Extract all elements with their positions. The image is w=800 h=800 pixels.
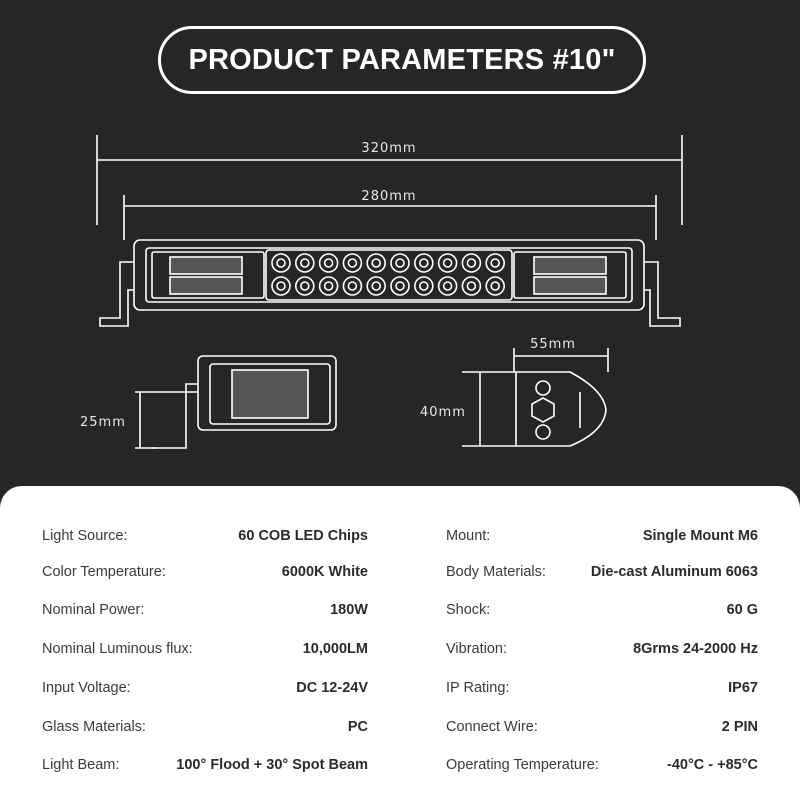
spot-lens-center <box>348 282 356 290</box>
spec-row <box>446 676 758 700</box>
spot-lens-center <box>277 282 285 290</box>
spec-label: Connect Wire: <box>446 719 538 735</box>
spot-lens <box>391 254 409 272</box>
spec-label: Light Source: <box>42 528 128 544</box>
spot-lens-center <box>301 259 309 267</box>
spot-lens-center <box>444 259 452 267</box>
spec-value: 60 G <box>726 602 758 618</box>
spec-value: 180W <box>330 602 368 618</box>
spot-lens <box>415 254 433 272</box>
dim-label-40: 40mm <box>420 405 466 420</box>
spot-lens-center <box>372 259 380 267</box>
spec-row <box>446 715 758 739</box>
spec-value: 100° Flood + 30° Spot Beam <box>176 757 368 773</box>
spec-value: 60 COB LED Chips <box>238 528 368 544</box>
spec-label: Light Beam: <box>42 757 120 773</box>
spec-value: 6000K White <box>281 564 368 580</box>
spot-lens-center <box>467 259 475 267</box>
lightbar-front-view <box>100 240 680 326</box>
spec-row <box>446 598 758 622</box>
spot-lens <box>367 254 385 272</box>
spec-value: Die-cast Aluminum 6063 <box>590 564 758 580</box>
spot-lens <box>272 277 290 295</box>
spot-lens-center <box>491 282 499 290</box>
spec-value: IP67 <box>728 680 758 696</box>
spot-lens <box>486 277 504 295</box>
spec-label: Glass Materials: <box>42 719 146 735</box>
spec-row <box>42 676 368 700</box>
spec-row <box>446 524 758 548</box>
lightbar-end-view <box>516 372 606 446</box>
spot-lens <box>415 277 433 295</box>
spec-row <box>446 753 758 777</box>
spec-value: Single Mount M6 <box>642 528 758 544</box>
spec-label: Nominal Power: <box>42 602 145 618</box>
spec-label: Nominal Luminous flux: <box>42 641 193 657</box>
spec-label: Operating Temperature: <box>446 757 599 773</box>
spec-value: 10,000LM <box>302 641 368 657</box>
page-title-text: PRODUCT PARAMETERS #10" <box>188 43 616 76</box>
spec-value: 8Grms 24-2000 Hz <box>633 641 758 657</box>
dim-label-320: 320mm <box>361 141 417 156</box>
spot-lens <box>439 254 457 272</box>
spot-lens-center <box>420 259 428 267</box>
spot-lens-center <box>444 282 452 290</box>
spec-label: Mount: <box>446 528 491 544</box>
spec-label: Vibration: <box>446 641 507 657</box>
spot-lens <box>320 277 338 295</box>
spec-label: Color Temperature: <box>42 564 166 580</box>
spot-lens-center <box>348 259 356 267</box>
spec-panel <box>0 486 800 800</box>
spot-lens <box>343 254 361 272</box>
spot-lens <box>486 254 504 272</box>
spot-lens <box>391 277 409 295</box>
spot-lens-center <box>467 282 475 290</box>
spot-lens-grid <box>272 254 504 295</box>
lightbar-side-view <box>135 356 336 448</box>
spec-label: Body Materials: <box>446 564 546 580</box>
spot-lens <box>367 277 385 295</box>
spec-row <box>42 560 368 584</box>
spot-lens-center <box>325 282 333 290</box>
spec-value: 2 PIN <box>721 719 758 735</box>
dim-label-25: 25mm <box>80 415 126 430</box>
spot-lens-center <box>491 259 499 267</box>
spot-lens-center <box>301 282 309 290</box>
dim-label-280: 280mm <box>361 189 417 204</box>
spot-lens <box>343 277 361 295</box>
spec-row <box>446 637 758 661</box>
spot-lens-center <box>372 282 380 290</box>
spec-label: Shock: <box>446 602 491 618</box>
dim-label-55: 55mm <box>530 337 576 352</box>
spot-lens-center <box>325 259 333 267</box>
spec-value: DC 12-24V <box>296 680 368 696</box>
spot-lens-center <box>396 282 404 290</box>
spot-lens-center <box>420 282 428 290</box>
spec-row <box>42 753 368 777</box>
spot-lens <box>439 277 457 295</box>
spec-value: -40°C - +85°C <box>667 757 758 773</box>
spec-label: Input Voltage: <box>42 680 131 696</box>
spot-lens <box>272 254 290 272</box>
spec-row <box>446 560 758 584</box>
spot-lens <box>462 277 480 295</box>
spec-row <box>42 637 368 661</box>
spot-lens-center <box>277 259 285 267</box>
spot-lens <box>296 254 314 272</box>
spec-label: IP Rating: <box>446 680 510 696</box>
spec-row <box>42 598 368 622</box>
spec-row <box>42 524 368 548</box>
spot-lens <box>296 277 314 295</box>
spot-lens <box>320 254 338 272</box>
spot-lens-center <box>396 259 404 267</box>
spec-row <box>42 715 368 739</box>
spot-lens <box>462 254 480 272</box>
spec-value: PC <box>347 719 368 735</box>
